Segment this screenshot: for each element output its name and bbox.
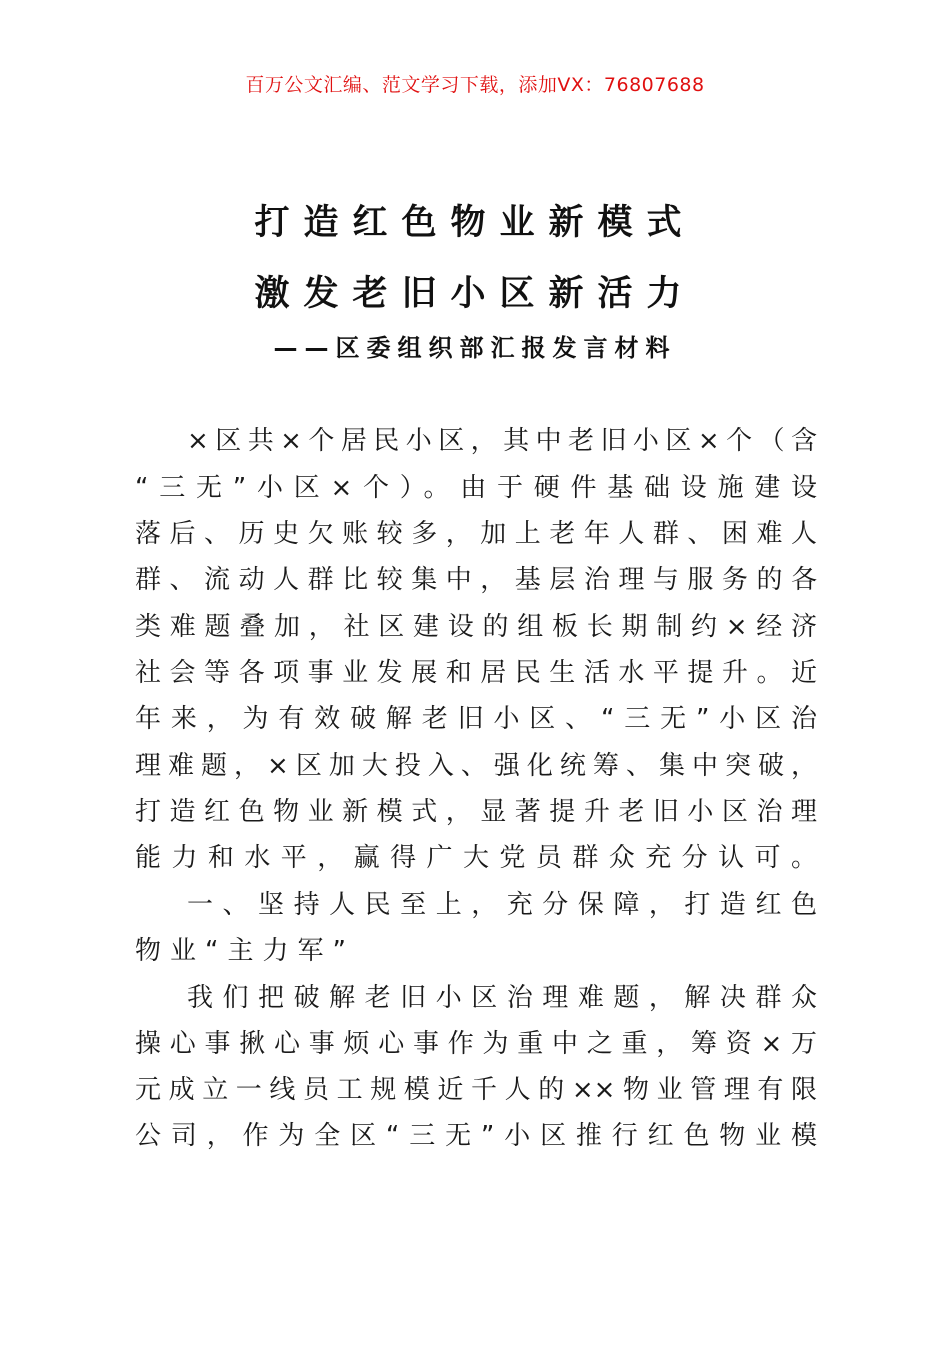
paragraph-1-line: “三无”小区×个）。由于硬件基础设施建设 [135,473,817,503]
document-subtitle: ——区委组织部汇报发言材料 [273,334,677,362]
paragraph-2-line: 公司，作为全区“三无”小区推行红色物业模 [135,1121,817,1151]
paragraph-1-line: 落后、历史欠账较多，加上老年人群、困难人 [135,519,817,549]
header-note: 百万公文汇编、范文学习下载，添加VX：76807688 [245,74,705,96]
section-heading-line: 物业“主力军” [135,936,355,966]
paragraph-1-line: 能力和水平，赢得广大党员群众充分认可。 [135,843,817,873]
document-title-line-1: 打造红色物业新模式 [254,203,696,243]
paragraph-1-line: 社会等各项事业发展和居民生活水平提升。近 [135,658,817,688]
paragraph-1-line: 类难题叠加，社区建设的组板长期制约×经济 [135,612,817,642]
section-heading-line: 一、坚持人民至上，充分保障，打造红色 [187,890,817,920]
paragraph-1-line: 群、流动人群比较集中，基层治理与服务的各 [135,565,817,595]
paragraph-2-line: 我们把破解老旧小区治理难题，解决群众 [187,983,817,1013]
paragraph-2-line: 元成立一线员工规模近千人的××物业管理有限 [135,1075,817,1105]
paragraph-1-line: ×区共×个居民小区，其中老旧小区×个（含 [187,426,817,456]
paragraph-2-line: 操心事揪心事烦心事作为重中之重，筹资×万 [135,1029,817,1059]
paragraph-1-line: 打造红色物业新模式，显著提升老旧小区治理 [135,797,817,827]
document-title-line-2: 激发老旧小区新活力 [254,274,696,314]
paragraph-1-line: 理难题，×区加大投入、强化统筹、集中突破， [135,751,817,781]
paragraph-1-line: 年来，为有效破解老旧小区、“三无”小区治 [135,704,817,734]
